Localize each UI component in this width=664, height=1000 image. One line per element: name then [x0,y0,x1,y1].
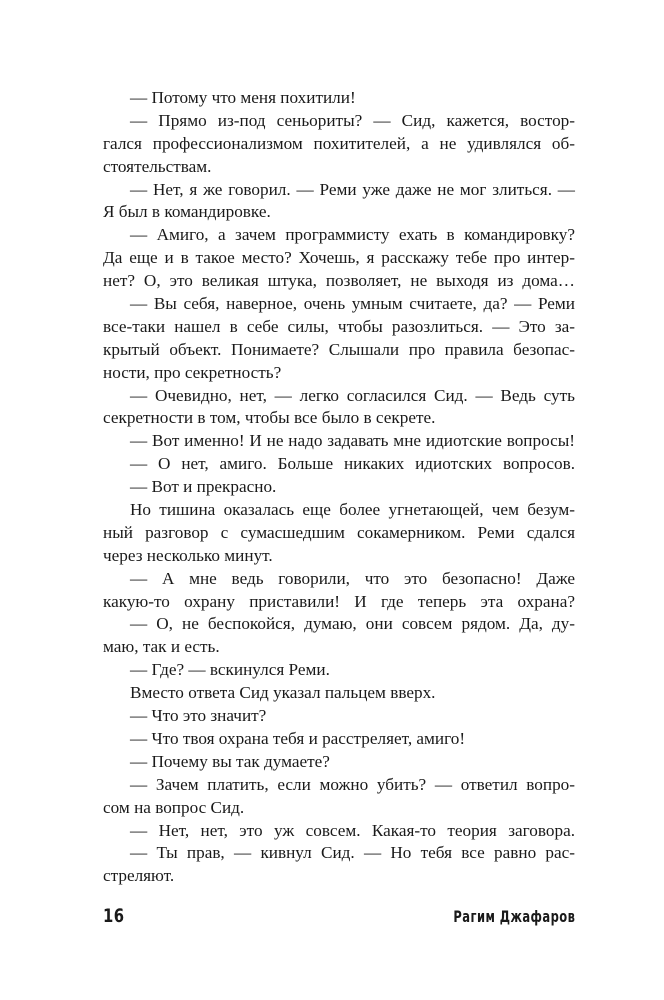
text-line: стреляют. [103,866,175,886]
text-line: маю, так и есть. [103,637,220,657]
text-line: — Что твоя охрана тебя и расстреляет, амиго! [130,728,466,748]
text-line: — Вот и прекрасно. [130,477,277,497]
text-line: стоятельствам. [103,156,212,176]
text-line: — Прямо из-под сеньориты? — Сид, кажется, востор- [130,110,575,130]
text-line: ности, про секретность? [103,362,282,382]
text-line: сом на вопрос Сид. [103,797,245,817]
text-line: — Потому что меня похитили! [130,88,356,107]
text-line: — Что это значит? [130,706,267,726]
text-line: гался профессионализмом похитителей, а не удивлялся об- [103,133,575,153]
text-line: — Ты прав, — кивнул Сид. — Но тебя все равно рас- [130,843,575,863]
text-line: секретности в том, чтобы все было в секрете. [103,408,436,428]
text-line: какую-то охрану приставили! И где теперь эта охрана? [103,591,575,611]
page-number: 16 [103,905,125,927]
text-line: — Вот именно! И не надо задавать мне идиотские вопросы! [130,431,575,451]
text-line: Но тишина оказалась еще более угнетающей, чем безум- [130,500,575,520]
text-line: — Вы себя, наверное, очень умным считаете, да? — Реми [130,294,575,314]
text-line: все-таки нашел в себе силы, чтобы разозлиться. — Это за- [103,316,575,336]
text-line: — А мне ведь говорили, что это безопасно! Даже [130,568,575,588]
text-line: — О, не беспокойся, думаю, они совсем рядом. Да, ду- [130,614,575,634]
text-line: — Очевидно, нет, — легко согласился Сид. — Ведь суть [130,385,575,405]
text-line: — Амиго, а зачем программисту ехать в командировку? [130,225,575,245]
text-line: — О нет, амиго. Больше никаких идиотских вопросов. [130,454,575,474]
text-line: — Нет, нет, это уж совсем. Какая-то теория заговора. [130,820,575,840]
text-line: — Где? — вскинулся Реми. [130,660,330,680]
text-line: Я был в командировке. [103,202,271,222]
text-line: — Почему вы так думаете? [130,751,330,771]
text-line: нет? О, это великая штука, позволяет, не выходя из дома… [103,271,575,291]
text-line: — Зачем платить, если можно убить? — ответил вопро- [130,774,575,794]
text-line: через несколько минут. [103,545,273,565]
text-line: ный разговор с сумасшедшим сокамерником. Реми сдался [103,522,575,542]
page-footer [103,905,575,931]
text-line: крытый объект. Понимаете? Слышали про правила безопас- [103,339,575,359]
text-line: Вместо ответа Сид указал пальцем вверх. [130,683,436,703]
text-line: Да еще и в такое место? Хочешь, я расскажу тебе про интер- [103,248,575,268]
text-line: — Нет, я же говорил. — Реми уже даже не мог злиться. — [130,179,575,199]
body-text [103,87,575,888]
running-author-name: Рагим Джафаров [453,907,575,926]
